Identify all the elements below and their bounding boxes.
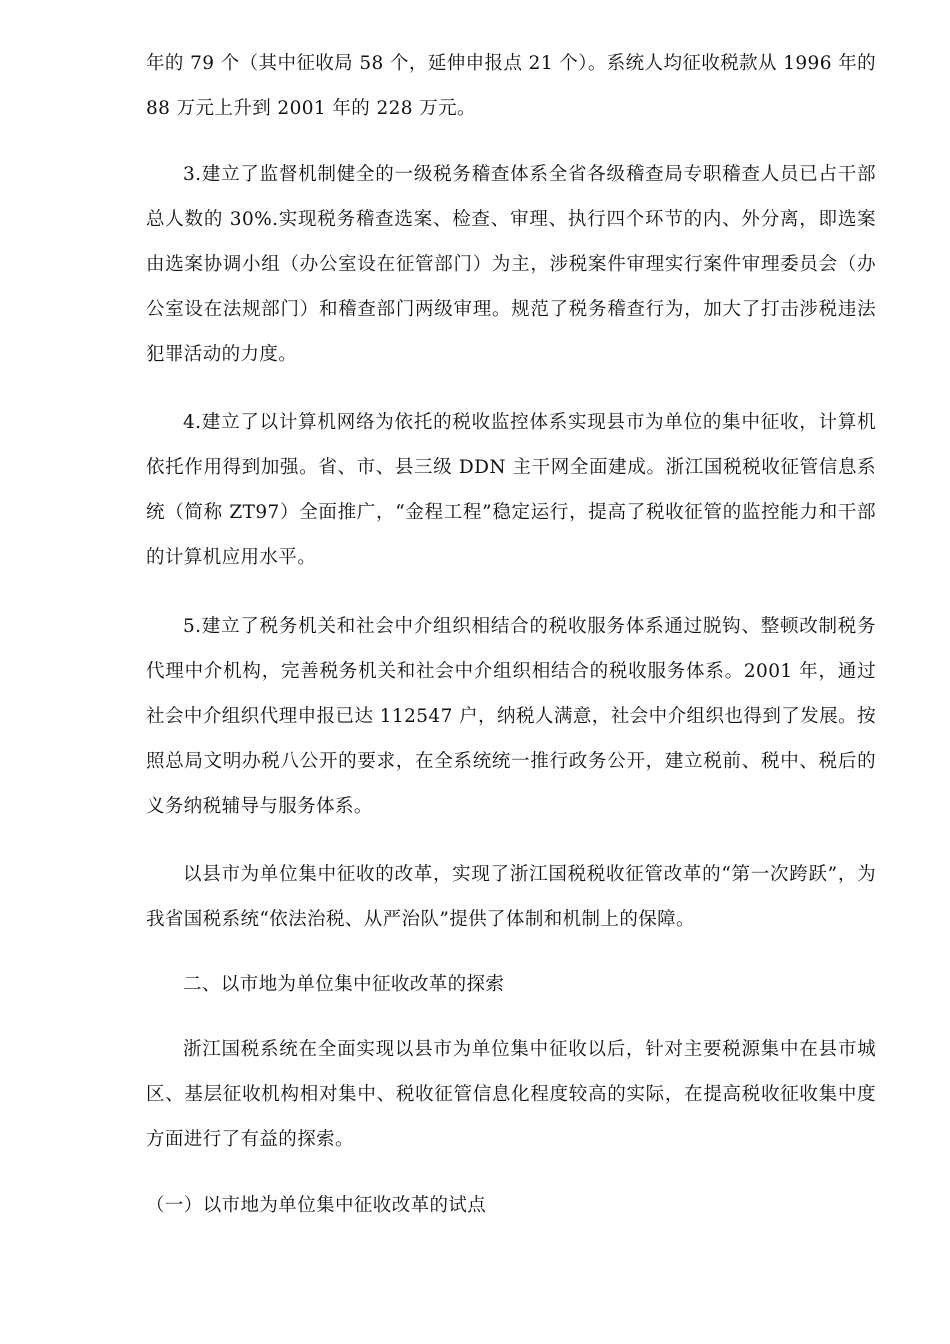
paragraph-service-system: 5.建立了税务机关和社会中介组织相结合的税收服务体系通过脱钩、整顿改制税务代理中介机构，完善税务机关和社会中介组织相结合的税收服务体系。2001 年，通过社会中介组织代理申报已达 112547 户，纳税人满意，社会中介组织也得到了发展。按照总局文明办税八公开的要求，在全系统统一推行政务公开，建立税前、税中、税后的义务纳税辅导与服务体系。 (146, 616, 876, 817)
section-heading: 二、以市地为单位集中征收改革的探索 (183, 974, 505, 995)
paragraph-inspection-system: 3.建立了监督机制健全的一级税务稽查体系全省各级稽查局专职稽查人员已占干部总人数的 30%.实现税务稽查选案、检查、审理、执行四个环节的内、外分离，即选案由选案协调小组（办公室设在征管部门）为主，涉税案件审理实行案件审理委员会（办公室设在法规部门）和稽查部门两级审理。规范了税务稽查行为，加大了打击涉税违法犯罪活动的力度。 (146, 164, 876, 365)
paragraph-exploration: 浙江国税系统在全面实现以县市为单位集中征收以后，针对主要税源集中在县市城区、基层征收机构相对集中、税收征管信息化程度较高的实际，在提高税收征收集中度方面进行了有益的探索。 (146, 1039, 876, 1150)
paragraph-continuation: 年的 79 个（其中征收局 58 个，延伸申报点 21 个）。系统人均征收税款从 1996 年的 88 万元上升到 2001 年的 228 万元。 (146, 53, 876, 119)
paragraph-computer-monitoring: 4.建立了以计算机网络为依托的税收监控体系实现县市为单位的集中征收，计算机依托作用得到加强。省、市、县三级 DDN 主干网全面建成。浙江国税税收征管信息系统（简称 ZT97）全面推广，“金程工程”稳定运行，提高了税收征管的监控能力和干部的计算机应用水平。 (146, 412, 876, 568)
paragraph-reform-summary: 以县市为单位集中征收的改革，实现了浙江国税税收征管改革的“第一次跨跃”，为我省国税系统“依法治税、从严治队”提供了体制和机制上的保障。 (146, 864, 876, 930)
subsection-heading: （一）以市地为单位集中征收改革的试点 (146, 1195, 487, 1216)
